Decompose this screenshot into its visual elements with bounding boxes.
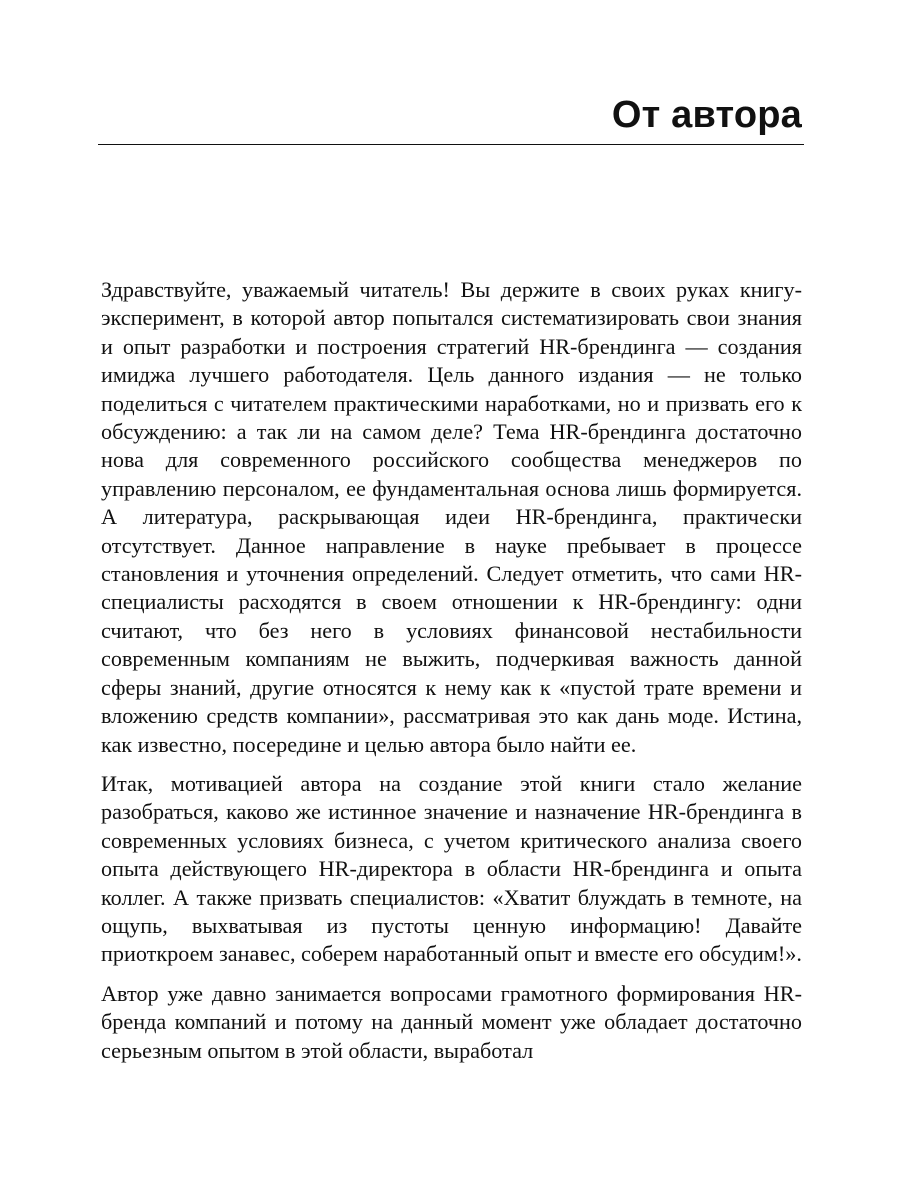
chapter-title: От автора bbox=[611, 94, 802, 136]
body-text bbox=[101, 276, 802, 1076]
paragraph-1: Здравствуйте, уважаемый читатель! Вы держите в своих руках книгу-эксперимент, в которой автор попытался систематизировать свои знания и опыт разработки и построения стратегий HR-брендинга — создания имиджа лучшего работодателя. Цель данного издания — не только поделиться с читателем практическими наработками, но и призвать его к обсуждению: а так ли на самом деле? Тема HR-брендинга достаточно нова для современного российского сообщества менеджеров по управлению персоналом, ее фундаментальная основа лишь формируется. А литература, раскрывающая идеи HR-брендинга, практически отсутствует. Данное направление в науке пребывает в процессе становления и уточнения определений. Следует отметить, что сами HR-специалисты расходятся в своем отношении к HR-брендингу: одни считают, что без него в условиях финансовой нестабильности современным компаниям не выжить, подчеркивая важность данной сферы знаний, другие относятся к нему как к «пустой трате времени и вложению средств компании», рассматривая это как дань моде. Истина, как известно, посередине и целью автора было найти ее. bbox=[101, 277, 802, 757]
paragraph-2: Итак, мотивацией автора на создание этой книги стало желание разобраться, каково же истинное значение и назначение HR-брендинга в современных условиях бизнеса, с учетом критического анализа своего опыта действующего HR-директора в области HR-брендинга и опыта коллег. А также призвать специалистов: «Хватит блуждать в темноте, на ощупь, выхватывая из пустоты ценную информацию! Давайте приоткроем занавес, соберем наработанный опыт и вместе его обсудим!». bbox=[101, 770, 802, 967]
chapter-header bbox=[98, 92, 804, 145]
paragraph-3: Автор уже давно занимается вопросами грамотного формирования HR-бренда компаний и потому на данный момент уже обладает достаточно серьезным опытом в этой области, выработал bbox=[101, 980, 802, 1063]
